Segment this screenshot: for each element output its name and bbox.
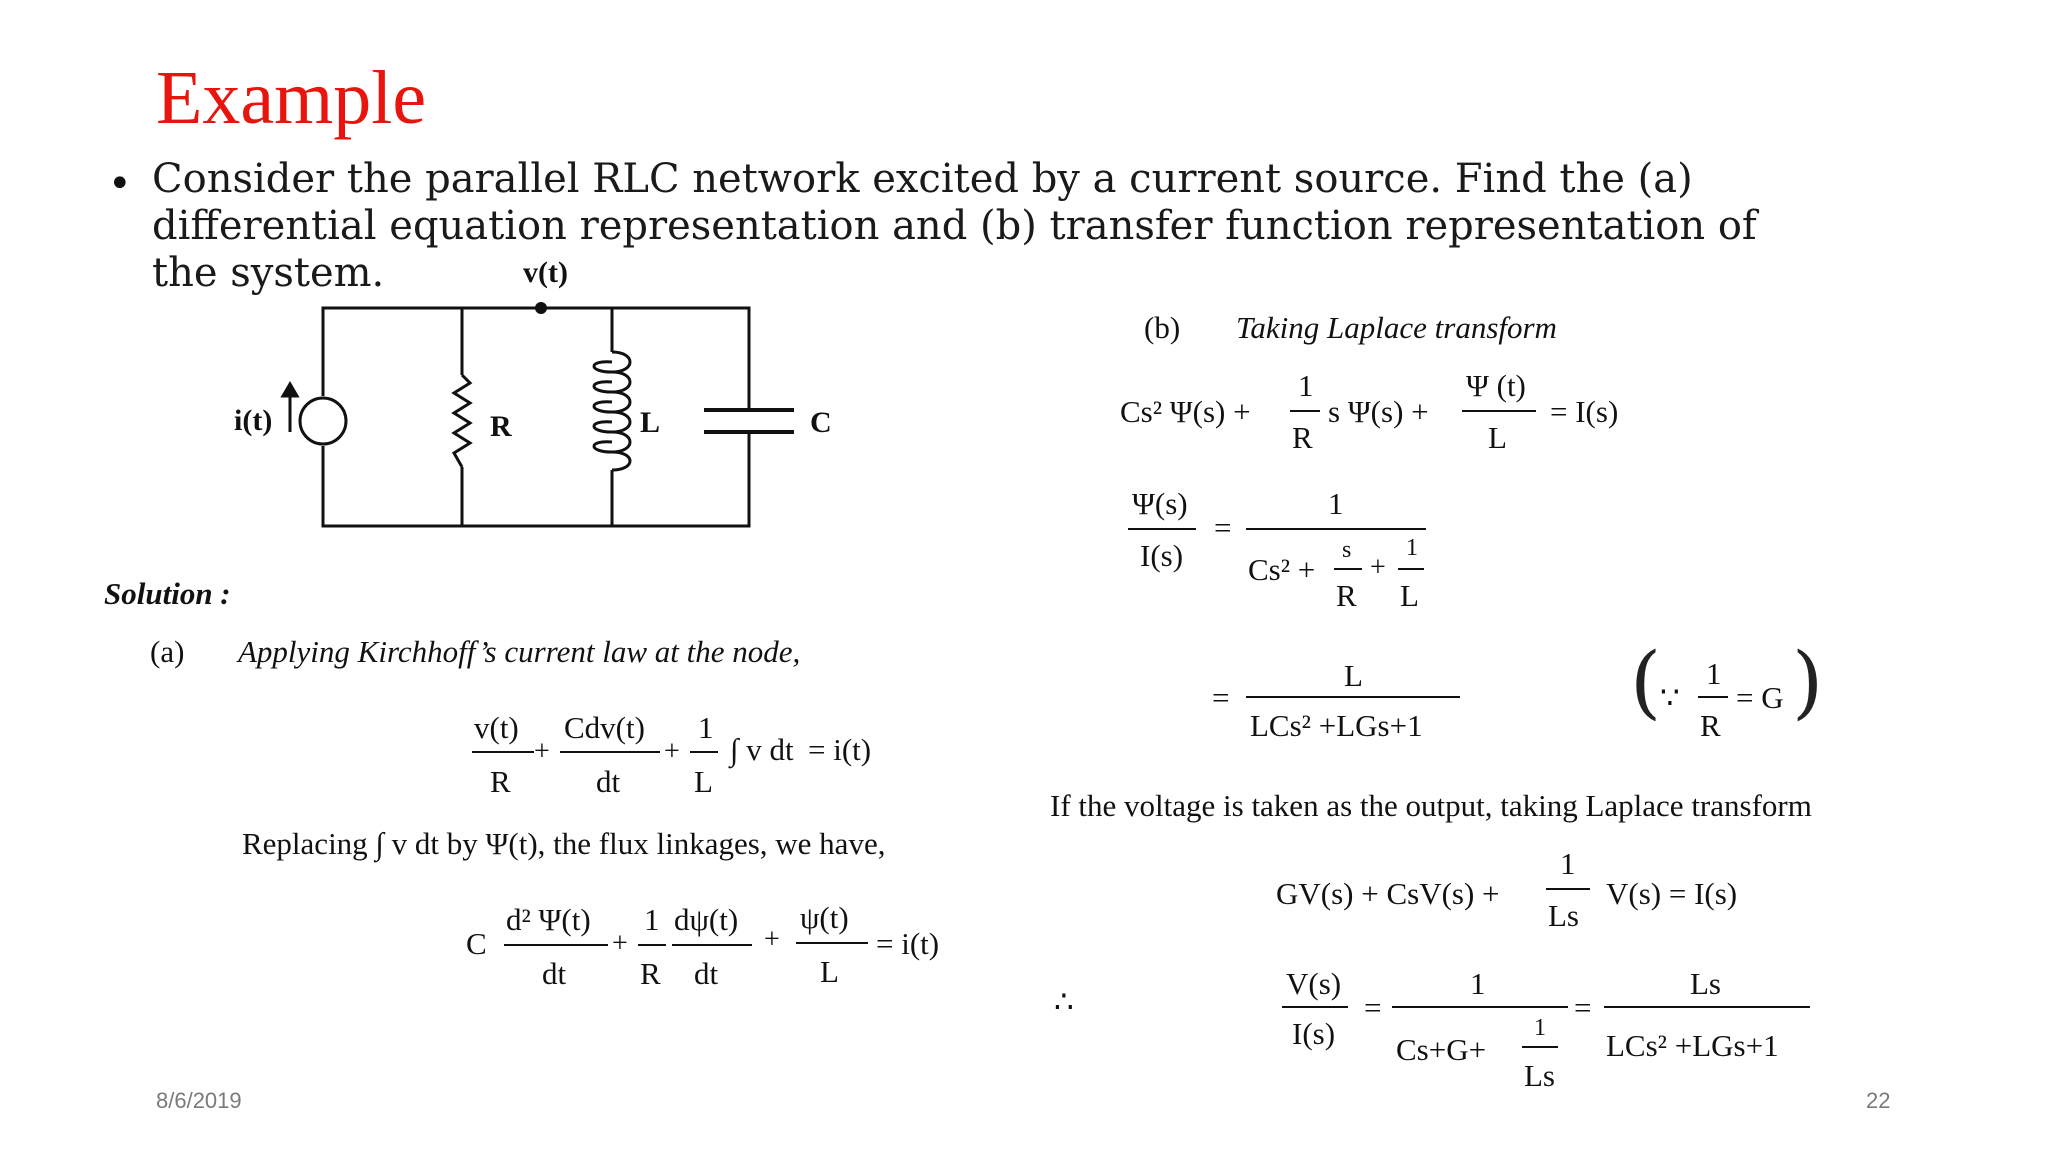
eq5-lhs-num: V(s) — [1286, 966, 1342, 1001]
kcl-plus-1: + — [534, 736, 550, 767]
fraction-bar — [1462, 410, 1536, 412]
fraction-bar — [560, 751, 660, 753]
part-a-marker: (a) — [150, 634, 185, 669]
eq4-f-den: Ls — [1548, 898, 1579, 933]
eq5-equals-2: = — [1574, 990, 1592, 1025]
eq5-equals-1: = — [1364, 990, 1382, 1025]
kcl-term3-den: L — [694, 764, 713, 799]
kcl-term2-num: Cdv(t) — [564, 710, 645, 745]
eq3-den: LCs² +LGs+1 — [1250, 708, 1423, 743]
left-paren: ( — [1630, 635, 1662, 728]
slide-number: 22 — [1866, 1088, 1891, 1113]
part-a-text: Applying Kirchhoff’s current law at the node, — [238, 634, 801, 669]
fraction-bar — [1246, 528, 1426, 530]
eq1-rhs: = I(s) — [1550, 394, 1619, 429]
replacing-text: Replacing ∫ v dt by Ψ(t), the flux linkages, we have, — [242, 826, 886, 861]
fraction-bar — [1392, 1006, 1568, 1008]
fraction-bar — [1282, 1006, 1348, 1008]
fraction-bar — [1290, 410, 1320, 412]
eq4-rhs: V(s) = I(s) — [1606, 876, 1738, 911]
eq2-den-a: Cs² + — [1248, 552, 1316, 587]
problem-statement: Consider the parallel RLC network excited by a current source. Find the (a) differential equation representation and (b) transfer function representation of the system. — [152, 156, 1757, 296]
fraction-bar — [1522, 1046, 1558, 1048]
eq1-f1-num: 1 — [1298, 368, 1314, 403]
eq5-mid-f-num: 1 — [1534, 1015, 1546, 1041]
fraction-bar — [796, 942, 868, 944]
fraction-bar — [1546, 888, 1590, 890]
note-num: 1 — [1706, 656, 1722, 691]
kcl-term1-den: R — [490, 764, 511, 799]
note-rhs: = G — [1736, 680, 1784, 715]
capacitor-label: C — [810, 406, 832, 439]
fraction-bar — [504, 944, 608, 946]
slide-date: 8/6/2019 — [156, 1088, 242, 1113]
eq1-term1: Cs² Ψ(s) + — [1120, 394, 1251, 429]
flux-c: C — [466, 926, 487, 961]
bullet-marker: • — [108, 161, 132, 207]
kcl-integral: ∫ v dt — [730, 732, 794, 767]
fraction-bar — [690, 751, 718, 753]
eq3-equals: = — [1212, 680, 1230, 715]
flux-term3-num: ψ(t) — [800, 900, 849, 935]
right-paren: ) — [1792, 635, 1824, 728]
eq4-f-num: 1 — [1560, 846, 1576, 881]
eq5-mid-den-a: Cs+G+ — [1396, 1032, 1487, 1067]
flux-term2a-num: 1 — [644, 902, 660, 937]
eq5-mid-num: 1 — [1470, 966, 1486, 1001]
solution-heading: Solution : — [104, 576, 231, 611]
source-label: i(t) — [234, 404, 273, 437]
fraction-bar — [1604, 1006, 1810, 1008]
fraction-bar — [1128, 528, 1196, 530]
kcl-rhs: = i(t) — [808, 732, 872, 767]
eq2-lhs-num: Ψ(s) — [1132, 486, 1188, 521]
fraction-bar — [1698, 696, 1728, 698]
eq5-right-den: LCs² +LGs+1 — [1606, 1028, 1779, 1063]
node-dot — [535, 302, 547, 314]
kcl-plus-2: + — [664, 736, 680, 767]
eq1-f2-num: Ψ (t) — [1466, 368, 1526, 403]
fraction-bar — [1334, 568, 1362, 570]
fraction-bar — [1398, 568, 1424, 570]
voltage-output-text: If the voltage is taken as the output, taking Laplace transform — [1050, 788, 1812, 823]
kcl-term2-den: dt — [596, 764, 621, 799]
fraction-bar — [1246, 696, 1460, 698]
eq2-rhs-num: 1 — [1328, 486, 1344, 521]
inductor-label: L — [640, 406, 661, 439]
fraction-bar — [672, 944, 752, 946]
eq2-f2-num: 1 — [1406, 535, 1418, 561]
eq1-f1-den: R — [1292, 420, 1313, 455]
kcl-term1-num: v(t) — [474, 710, 519, 745]
flux-term1-den: dt — [542, 956, 567, 991]
eq2-f1-den: R — [1336, 578, 1357, 613]
kcl-term3-num: 1 — [698, 710, 714, 745]
eq2-equals: = — [1214, 510, 1232, 545]
note-den: R — [1700, 708, 1721, 743]
because-symbol: ∵ — [1660, 680, 1680, 715]
eq1-term2: s Ψ(s) + — [1328, 394, 1429, 429]
resistor-label: R — [490, 410, 512, 443]
part-b-marker: (b) — [1144, 310, 1181, 345]
eq2-f1-num: s — [1342, 537, 1352, 563]
eq3-num: L — [1344, 658, 1363, 693]
part-b-text: Taking Laplace transform — [1236, 310, 1557, 345]
eq5-right-num: Ls — [1690, 966, 1721, 1001]
fraction-bar — [472, 751, 534, 753]
circuit-frame — [323, 308, 749, 526]
eq5-lhs-den: I(s) — [1292, 1016, 1336, 1051]
flux-term2b-den: dt — [694, 956, 719, 991]
eq5-mid-f-den: Ls — [1524, 1058, 1555, 1093]
flux-term2b-num: dψ(t) — [674, 902, 739, 937]
flux-plus-1: + — [612, 928, 628, 959]
flux-plus-2: + — [764, 924, 780, 955]
eq1-f2-den: L — [1488, 420, 1507, 455]
eq2-lhs-den: I(s) — [1140, 538, 1184, 573]
eq2-plus: + — [1370, 552, 1386, 583]
flux-term3-den: L — [820, 954, 839, 989]
node-label: v(t) — [523, 256, 568, 289]
eq2-f2-den: L — [1400, 578, 1419, 613]
flux-term1-num: d² Ψ(t) — [506, 902, 591, 937]
slide-title: Example — [156, 56, 427, 140]
flux-term2a-den: R — [640, 956, 661, 991]
fraction-bar — [638, 944, 666, 946]
flux-rhs: = i(t) — [876, 926, 940, 961]
current-source-icon — [300, 398, 346, 444]
therefore-symbol: ∴ — [1054, 984, 1074, 1019]
eq4-lhs: GV(s) + CsV(s) + — [1276, 876, 1500, 911]
